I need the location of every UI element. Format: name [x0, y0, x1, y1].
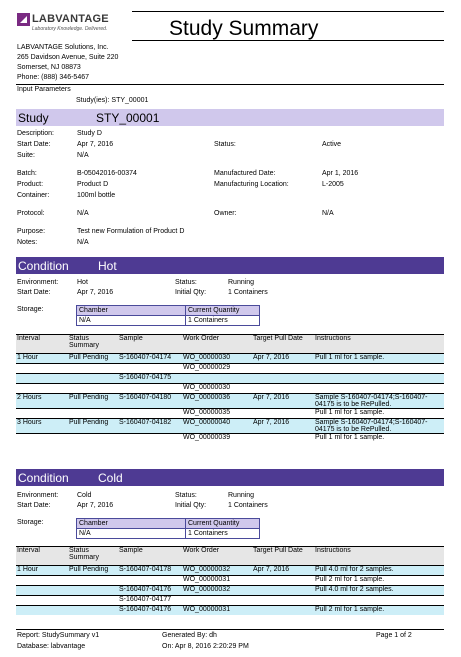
footer-page: Page 1 of 2 [376, 632, 412, 639]
cell-interval: 1 Hour [16, 354, 68, 364]
input-params-label: Input Parameters [17, 86, 71, 93]
batch-value: B-05042016-00374 [77, 170, 137, 177]
cell-work-order: WO_00000030 [182, 384, 252, 394]
condition-heading: Condition [18, 259, 69, 273]
cell-work-order: WO_00000031 [182, 576, 252, 586]
table-row [16, 384, 444, 394]
col-target: Target Pull Date [252, 547, 314, 566]
phone: Phone: (888) 346-5467 [17, 74, 89, 81]
start-date-label: Start Date: [17, 141, 51, 148]
labvantage-logo-icon [17, 13, 30, 26]
cell-instructions: Pull 4.0 ml for 2 samples. [314, 566, 444, 576]
initial-qty-value: 1 Containers [228, 502, 268, 509]
current-qty-header: Current Quantity [186, 519, 260, 529]
description-label: Description: [17, 130, 54, 137]
cell-sample: S-160407-04176 [118, 606, 182, 616]
cell-target [252, 384, 314, 394]
chamber-value: N/A [77, 529, 186, 539]
table-header [16, 335, 444, 354]
table-row [16, 606, 444, 616]
table-row [16, 434, 444, 444]
cell-work-order: WO_00000035 [182, 409, 252, 419]
cell-target: Apr 7, 2016 [252, 566, 314, 576]
cell-instructions: Pull 2 ml for 1 sample. [314, 606, 444, 616]
cell-status [68, 576, 118, 586]
cell-target: Apr 7, 2016 [252, 354, 314, 364]
cell-instructions: Sample S-160407-04174;S-160407-04175 is to be RePulled. [314, 419, 444, 434]
footer-generated-by: Generated By: dh [162, 632, 217, 639]
cell-status: Pull Pending [68, 394, 118, 409]
table-row [16, 364, 444, 374]
notes-value: N/A [77, 239, 89, 246]
cell-interval: 3 Hours [16, 419, 68, 434]
cell-status [68, 409, 118, 419]
col-instructions: Instructions [314, 335, 444, 354]
cell-instructions: Pull 1 ml for 1 sample. [314, 409, 444, 419]
col-instructions: Instructions [314, 547, 444, 566]
study-heading: Study [18, 111, 49, 125]
cell-target [252, 364, 314, 374]
pull-table-hot [16, 334, 444, 443]
cell-status [68, 384, 118, 394]
header-bottom-rule [132, 40, 444, 41]
product-value: Product D [77, 181, 109, 188]
cell-interval [16, 434, 68, 444]
footer-generated-on: On: Apr 8, 2016 2:20:29 PM [162, 643, 249, 650]
col-interval: Interval [16, 547, 68, 566]
col-interval: Interval [16, 335, 68, 354]
storage-label: Storage: [17, 306, 44, 313]
cell-interval [16, 384, 68, 394]
cell-interval: 1 Hour [16, 566, 68, 576]
cell-interval [16, 576, 68, 586]
cell-work-order: WO_00000032 [182, 586, 252, 596]
initial-qty-value: 1 Containers [228, 289, 268, 296]
current-qty-value: 1 Containers [186, 529, 260, 539]
logo-tagline: Laboratory Knowledge. Delivered. [32, 26, 108, 32]
table-row [16, 419, 444, 434]
table-row [16, 586, 444, 596]
cell-sample [118, 364, 182, 374]
col-sample: Sample [118, 335, 182, 354]
protocol-label: Protocol: [17, 210, 45, 217]
cell-status [68, 586, 118, 596]
cell-instructions: Pull 1 ml for 1 sample. [314, 354, 444, 364]
condition-start-label: Start Date: [17, 502, 51, 509]
cell-status [68, 434, 118, 444]
condition-status-value: Running [228, 492, 255, 499]
mfg-location-value: L-2005 [322, 181, 344, 188]
cell-work-order [182, 596, 252, 606]
environment-value: Hot [77, 279, 88, 286]
input-params-value: Study(ies): STY_00001 [76, 97, 149, 104]
cell-sample [118, 384, 182, 394]
cell-instructions: Pull 2 ml for 1 sample. [314, 576, 444, 586]
storage-label: Storage: [17, 519, 44, 526]
table-row [16, 374, 444, 384]
cell-sample [118, 576, 182, 586]
cell-work-order: WO_00000030 [182, 354, 252, 364]
mfg-date-value: Apr 1, 2016 [322, 170, 359, 177]
cell-target: Apr 7, 2016 [252, 419, 314, 434]
col-status: Status Summary [68, 335, 118, 354]
container-label: Container: [17, 192, 50, 199]
cell-target: Apr 7, 2016 [252, 394, 314, 409]
suite-label: Suite: [17, 152, 35, 159]
cell-interval [16, 596, 68, 606]
study-id: STY_00001 [96, 111, 160, 125]
table-row [16, 566, 444, 576]
cell-sample: S-160407-04178 [118, 566, 182, 576]
cell-instructions: Pull 4.0 ml for 2 samples. [314, 586, 444, 596]
initial-qty-label: Initial Qty: [175, 502, 207, 509]
cell-sample: S-160407-04176 [118, 586, 182, 596]
status-value: Active [322, 141, 342, 148]
owner-value: N/A [322, 210, 334, 217]
container-value: 100ml bottle [77, 192, 116, 199]
cell-sample: S-160407-04182 [118, 419, 182, 434]
address-line-1: 265 Davidson Avenue, Suite 220 [17, 54, 119, 61]
cell-sample: S-160407-04180 [118, 394, 182, 409]
mfg-date-label: Manufactured Date: [214, 170, 276, 177]
footer-report: Report: StudySummary v1 [17, 632, 100, 639]
cell-target [252, 409, 314, 419]
current-qty-header: Current Quantity [186, 306, 260, 316]
cell-work-order: WO_00000036 [182, 394, 252, 409]
cell-work-order: WO_00000031 [182, 606, 252, 616]
cell-sample [118, 434, 182, 444]
environment-label: Environment: [17, 279, 59, 286]
cell-instructions: Pull 1 ml for 1 sample. [314, 434, 444, 444]
purpose-label: Purpose: [17, 228, 46, 235]
cell-sample: S-160407-04174 [118, 354, 182, 364]
address-line-2: Somerset, NJ 08873 [17, 64, 81, 71]
cell-interval: 2 Hours [16, 394, 68, 409]
chamber-header: Chamber [77, 306, 186, 316]
cell-target [252, 576, 314, 586]
cell-instructions [314, 364, 444, 374]
condition-status-value: Running [228, 279, 255, 286]
cell-work-order: WO_00000032 [182, 566, 252, 576]
table-row [16, 596, 444, 606]
batch-label: Batch: [17, 170, 37, 177]
table-row [16, 409, 444, 419]
cell-target [252, 606, 314, 616]
condition-band-cold [16, 469, 444, 486]
cell-status: Pull Pending [68, 566, 118, 576]
condition-band-hot [16, 257, 444, 274]
protocol-value: N/A [77, 210, 89, 217]
condition-name: Cold [98, 471, 123, 485]
chamber-header: Chamber [77, 519, 186, 529]
table-row [16, 576, 444, 586]
storage-table [76, 518, 260, 539]
cell-work-order: WO_00000029 [182, 364, 252, 374]
environment-value: Cold [77, 492, 92, 499]
start-date-value: Apr 7, 2016 [77, 141, 114, 148]
cell-target [252, 374, 314, 384]
col-work-order: Work Order [182, 335, 252, 354]
cell-interval [16, 586, 68, 596]
chamber-value: N/A [77, 316, 186, 326]
mfg-location-label: Manufacturing Location: [214, 181, 289, 188]
cell-instructions [314, 596, 444, 606]
environment-label: Environment: [17, 492, 59, 499]
table-header [16, 547, 444, 566]
current-qty-value: 1 Containers [186, 316, 260, 326]
table-row [16, 354, 444, 364]
condition-status-label: Status: [175, 279, 197, 286]
condition-start-value: Apr 7, 2016 [77, 502, 114, 509]
condition-start-label: Start Date: [17, 289, 51, 296]
cell-target [252, 434, 314, 444]
cell-instructions: Sample S-160407-04174;S-160407-04175 is to be RePulled. [314, 394, 444, 409]
cell-sample: S-160407-04177 [118, 596, 182, 606]
condition-start-value: Apr 7, 2016 [77, 289, 114, 296]
cell-status [68, 606, 118, 616]
divider [16, 84, 444, 85]
initial-qty-label: Initial Qty: [175, 289, 207, 296]
page-title: Study Summary [169, 17, 319, 40]
condition-name: Hot [98, 259, 117, 273]
pull-table-cold [16, 546, 444, 615]
description-value: Study D [77, 130, 102, 137]
notes-label: Notes: [17, 239, 38, 246]
cell-interval [16, 409, 68, 419]
cell-status: Pull Pending [68, 354, 118, 364]
cell-work-order [182, 374, 252, 384]
cell-target [252, 596, 314, 606]
col-target: Target Pull Date [252, 335, 314, 354]
suite-value: N/A [77, 152, 89, 159]
product-label: Product: [17, 181, 44, 188]
cell-status [68, 374, 118, 384]
footer-database: Database: labvantage [17, 643, 86, 650]
cell-interval [16, 374, 68, 384]
header-top-rule [132, 11, 444, 12]
cell-status: Pull Pending [68, 419, 118, 434]
cell-target [252, 586, 314, 596]
footer-rule [16, 629, 444, 630]
cell-sample [118, 409, 182, 419]
table-row [16, 394, 444, 409]
purpose-value: Test new Formulation of Product D [77, 228, 185, 235]
status-label: Status: [214, 141, 236, 148]
col-sample: Sample [118, 547, 182, 566]
condition-heading: Condition [18, 471, 69, 485]
condition-status-label: Status: [175, 492, 197, 499]
storage-table [76, 305, 260, 326]
cell-work-order: WO_00000040 [182, 419, 252, 434]
study-band [16, 109, 444, 126]
owner-label: Owner: [214, 210, 237, 217]
cell-interval [16, 606, 68, 616]
cell-work-order: WO_00000039 [182, 434, 252, 444]
cell-instructions [314, 384, 444, 394]
col-work-order: Work Order [182, 547, 252, 566]
company-name: LABVANTAGE Solutions, Inc. [17, 44, 109, 51]
cell-status [68, 364, 118, 374]
cell-sample: S-160407-04175 [118, 374, 182, 384]
cell-interval [16, 364, 68, 374]
cell-status [68, 596, 118, 606]
col-status: Status Summary [68, 547, 118, 566]
cell-instructions [314, 374, 444, 384]
logo-name: LABVANTAGE [32, 13, 109, 25]
